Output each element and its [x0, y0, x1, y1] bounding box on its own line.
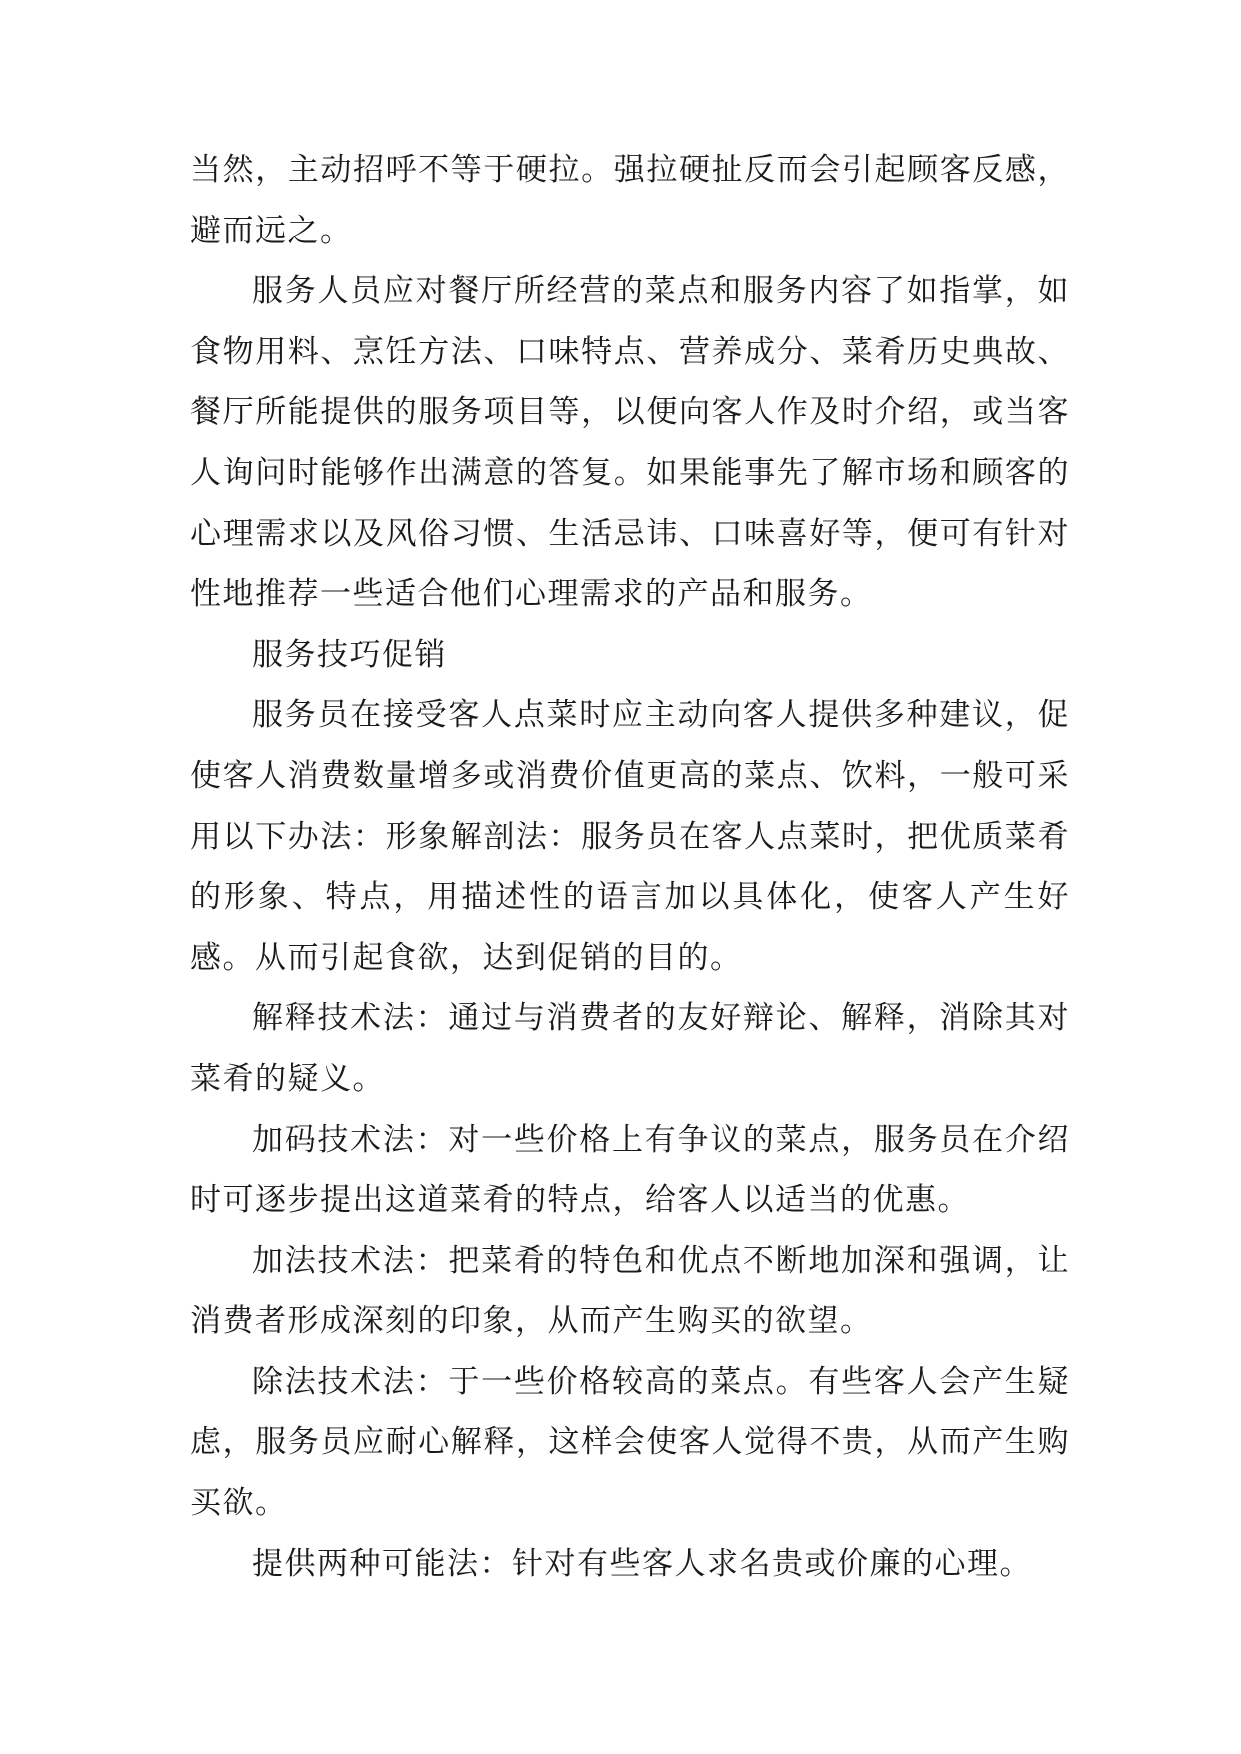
paragraph-division-method: 除法技术法：于一些价格较高的菜点。有些客人会产生疑虑，服务员应耐心解释，这样会使客人觉得不贵，从而产生购买欲。 [190, 1363, 1070, 1522]
paragraph-greeting-not-forcing: 当然，主动招呼不等于硬拉。强拉硬扯反而会引起顾客反感，避而远之。 [190, 152, 1070, 249]
paragraph-two-options-method: 提供两种可能法：针对有些客人求名贵或价廉的心理。 [252, 1545, 1032, 1582]
document-page [190, 140, 1070, 1594]
paragraph-plus-value-method: 加码技术法：对一些价格上有争议的菜点，服务员在介绍时可逐步提出这道菜肴的特点，给客人以适当的优惠。 [190, 1121, 1070, 1219]
paragraph-explanation-method: 解释技术法：通过与消费者的友好辩论、解释，消除其对菜肴的疑义。 [190, 1000, 1070, 1097]
section-heading-service-skill-promotion: 服务技巧促销 [252, 636, 447, 673]
paragraph-image-analysis-method: 服务员在接受客人点菜时应主动向客人提供多种建议，促使客人消费数量增多或消费价值更高的菜点、饮料，一般可采用以下办法：形象解剖法：服务员在客人点菜时，把优质菜肴的形象、特点，用描述性的语言加以具体化，使客人产生好感。从而引起食欲，达到促销的目的。 [190, 697, 1070, 976]
paragraph-know-menu-and-services: 服务人员应对餐厅所经营的菜点和服务内容了如指掌，如食物用料、烹饪方法、口味特点、营养成分、菜肴历史典故、餐厅所能提供的服务项目等，以便向客人作及时介绍，或当客人询问时能够作出满意的答复。如果能事先了解市场和顾客的心理需求以及风俗习惯、生活忌讳、口味喜好等，便可有针对性地推荐一些适合他们心理需求的产品和服务。 [190, 273, 1070, 613]
paragraph-addition-method: 加法技术法：把菜肴的特色和优点不断地加深和强调，让消费者形成深刻的印象，从而产生购买的欲望。 [190, 1242, 1070, 1340]
